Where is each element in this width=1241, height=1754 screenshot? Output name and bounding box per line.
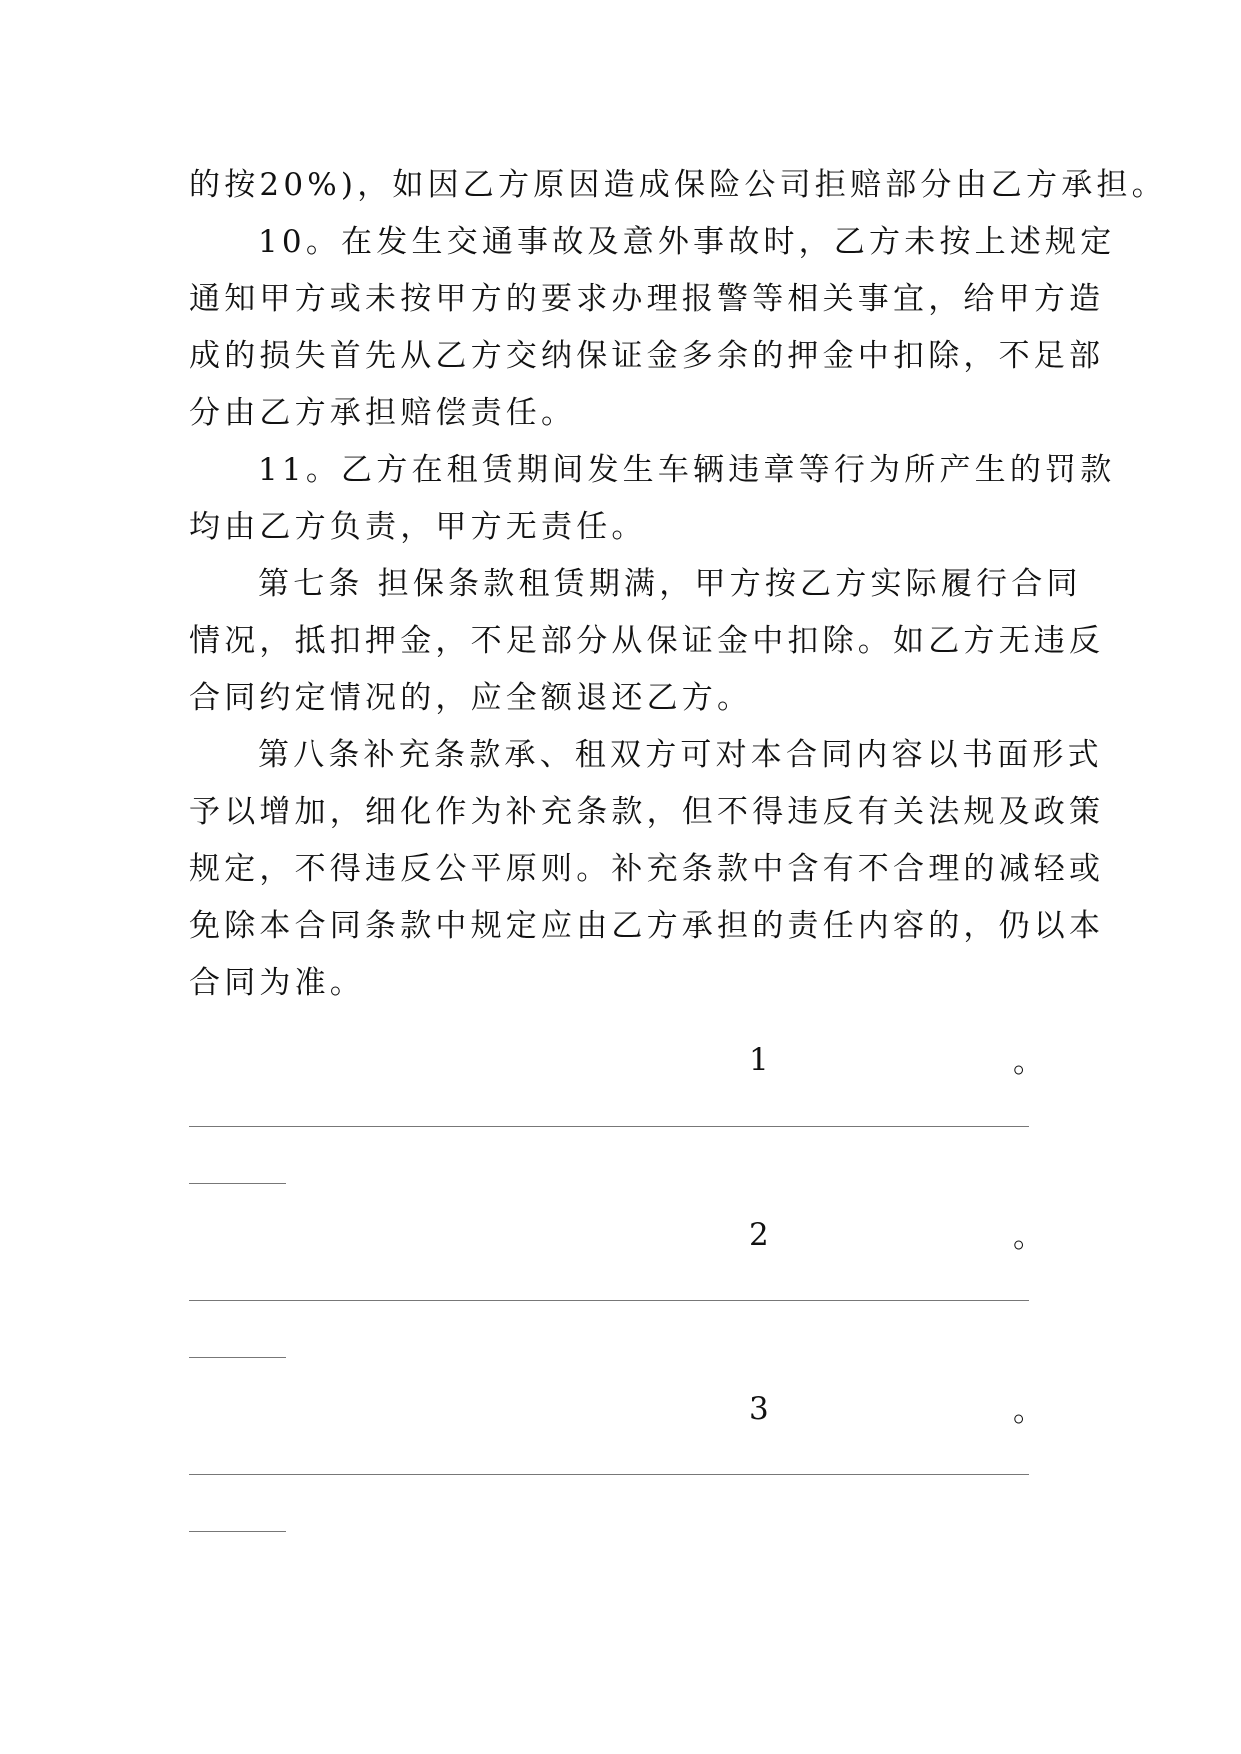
body-line: 均由乙方负责，甲方无责任。 <box>189 509 647 545</box>
body-line: 通知甲方或未按甲方的要求办理报警等相关事宜，给甲方造 <box>189 281 1105 317</box>
fill-in-rule <box>189 1357 286 1358</box>
fill-in-rule <box>189 1183 286 1184</box>
blank-period-1: 。 <box>1013 1044 1044 1080</box>
fill-in-rule <box>189 1126 1029 1127</box>
clause-10-line: 10。在发生交通事故及意外事故时，乙方未按上述规定 <box>258 224 1116 260</box>
blank-period-3: 。 <box>1013 1393 1044 1429</box>
blank-period-2: 。 <box>1013 1219 1044 1255</box>
body-line: 的按20%)，如因乙方原因造成保险公司拒赔部分由乙方承担。 <box>189 167 1167 203</box>
blank-number-1: 1 <box>749 1042 769 1078</box>
blank-number-2: 2 <box>749 1217 769 1253</box>
clause-11-line: 11。乙方在租赁期间发生车辆违章等行为所产生的罚款 <box>258 452 1116 488</box>
body-line: 合同约定情况的，应全额退还乙方。 <box>189 680 753 716</box>
body-line: 情况，抵扣押金，不足部分从保证金中扣除。如乙方无违反 <box>189 623 1105 659</box>
body-line: 规定，不得违反公平原则。补充条款中含有不合理的减轻或 <box>189 851 1105 887</box>
body-line: 分由乙方承担赔偿责任。 <box>189 395 577 431</box>
fill-in-rule <box>189 1300 1029 1301</box>
body-line: 成的损失首先从乙方交纳保证金多余的押金中扣除，不足部 <box>189 338 1105 374</box>
body-line: 免除本合同条款中规定应由乙方承担的责任内容的，仍以本 <box>189 908 1105 944</box>
fill-in-rule <box>189 1474 1029 1475</box>
blank-number-3: 3 <box>749 1391 769 1427</box>
body-line: 合同为准。 <box>189 965 365 1001</box>
article-7-line: 第七条 担保条款租赁期满，甲方按乙方实际履行合同 <box>258 566 1082 602</box>
body-line: 予以增加，细化作为补充条款，但不得违反有关法规及政策 <box>189 794 1105 830</box>
article-8-line: 第八条补充条款承、租双方可对本合同内容以书面形式 <box>258 737 1103 773</box>
fill-in-rule <box>189 1531 286 1532</box>
